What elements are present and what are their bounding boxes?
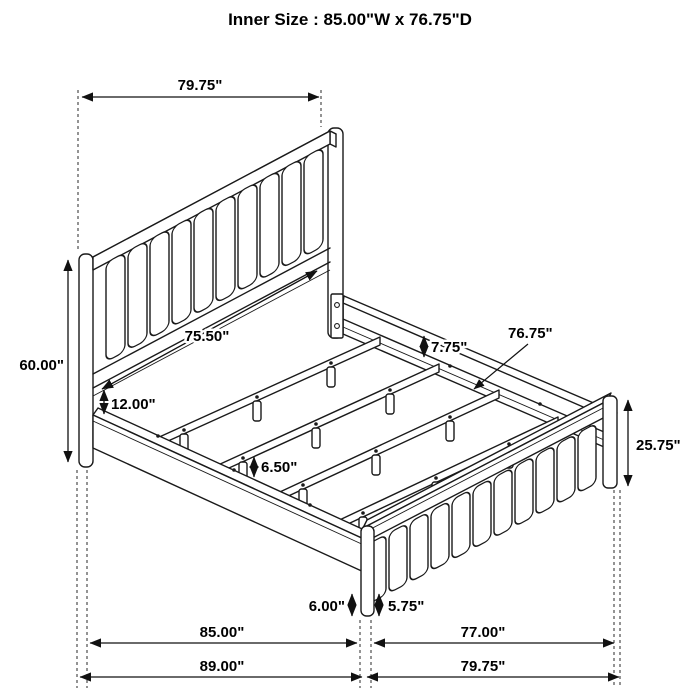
dim-inner-length	[90, 624, 357, 643]
dim-headboard-inner-width-label: 75.50"	[184, 328, 230, 345]
diagram-title: Inner Size : 85.00"W x 76.75"D	[228, 10, 472, 29]
slat-leg	[386, 394, 394, 414]
extension-lines	[77, 90, 620, 688]
dim-headboard-rail-gap	[104, 390, 156, 414]
dim-footboard-width	[367, 658, 619, 677]
dim-footboard-height	[628, 400, 681, 486]
screw-dot	[308, 503, 312, 507]
screw-dot	[232, 468, 236, 472]
rail-bracket	[331, 294, 343, 338]
slat-leg	[372, 455, 380, 475]
dim-footboard-width-label: 79.75"	[460, 658, 506, 675]
dim-center-leg	[254, 457, 297, 477]
dim-center-leg-label: 6.50"	[261, 459, 298, 476]
dim-footboard-leg-label: 5.75"	[388, 598, 425, 615]
dim-inner-depth-label: 76.75"	[508, 325, 553, 342]
dim-headboard-rail-gap-label: 12.00"	[111, 396, 156, 413]
headboard-left-post	[79, 254, 93, 467]
bracket-hole	[335, 303, 340, 308]
dim-headboard-width-label: 79.75"	[177, 77, 223, 94]
headboard-top-rail-cap	[330, 131, 336, 147]
footboard	[361, 393, 617, 616]
footboard-left-leg	[361, 526, 374, 616]
screw-dot	[156, 434, 160, 438]
dim-footboard-inner-width	[374, 624, 614, 643]
dim-footboard-inner-width-label: 77.00"	[460, 624, 506, 641]
slat-leg	[253, 401, 261, 421]
dim-rail-clearance	[309, 594, 352, 616]
dim-headboard-width	[82, 77, 319, 97]
dim-rail-clearance-label: 6.00"	[308, 598, 345, 615]
dim-footboard-leg	[379, 594, 424, 616]
dim-overall-length	[80, 658, 362, 677]
dim-slat-recess-label: 7.75"	[431, 339, 468, 356]
side-rail-left	[93, 408, 371, 573]
slat-leg	[312, 428, 320, 448]
slat-leg	[446, 421, 454, 441]
bracket-hole	[335, 324, 340, 329]
slat-leg	[327, 367, 335, 387]
footboard-right-post	[603, 396, 617, 488]
dim-footboard-height-label: 25.75"	[636, 437, 681, 454]
dim-inner-length-label: 85.00"	[199, 624, 245, 641]
slat	[194, 364, 439, 484]
slat	[135, 337, 380, 456]
screw-dot	[448, 364, 452, 368]
screw-dot	[538, 402, 542, 406]
dim-overall-length-label: 89.00"	[199, 658, 245, 675]
dim-slat-recess	[424, 336, 467, 357]
dim-headboard-height-label: 60.00"	[19, 357, 64, 374]
dim-headboard-height	[19, 260, 68, 462]
